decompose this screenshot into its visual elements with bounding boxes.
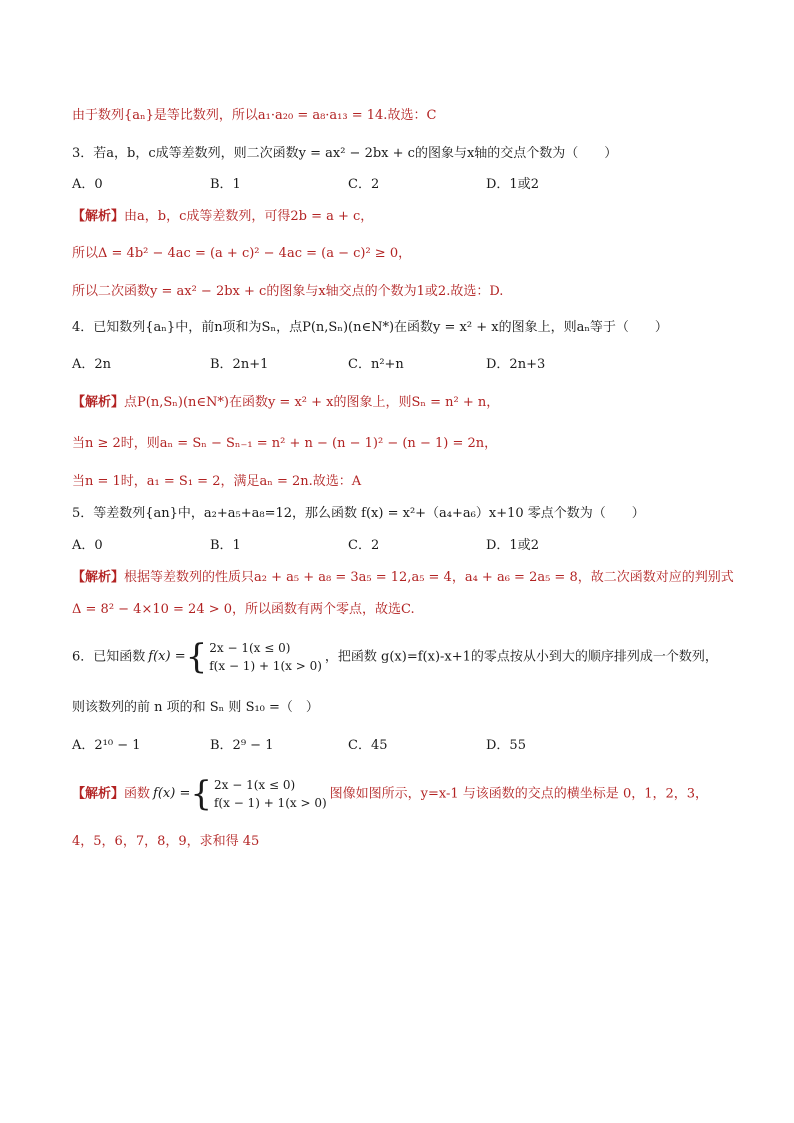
- option-a: A．0: [72, 538, 103, 553]
- question-4-solution-1: [72, 393, 499, 413]
- case-2: f(x − 1) + 1(x > 0): [209, 659, 322, 673]
- option-c: C．2: [348, 538, 380, 553]
- left-brace: {: [185, 637, 208, 677]
- solution-mid: 图像如图所示，: [329, 786, 421, 802]
- question-5-options: [72, 536, 772, 556]
- solution-tag: 【解析】: [72, 570, 125, 585]
- question-4-solution-2: 当n ≥ 2时，则aₙ = Sₙ − Sₙ₋₁ = n² + n − (n − 1)² − (n − 1) = 2n，: [72, 436, 498, 451]
- option-b: B．2n+1: [210, 357, 269, 372]
- option-b: B．1: [210, 177, 241, 192]
- option-b: B．2⁹ − 1: [210, 738, 274, 753]
- left-brace: {: [190, 774, 212, 814]
- solution-text: 根据等差数列的性质只a₂ + a₅ + a₈ = 3a₅ = 12,a₅ = 4，a₄ + a₆ = 2a₅ = 8，故二次函数对应的判别式: [124, 570, 734, 585]
- question-4-options: [72, 355, 772, 375]
- option-a: A．2¹⁰ − 1: [72, 738, 141, 753]
- solution-prefix: 函数: [124, 786, 151, 802]
- question-5-stem: 5．等差数列{an}中，a₂+a₅+a₈=12，那么函数 f(x) = x²+（a₄+a₆）x+10 零点个数为（ ）: [72, 506, 645, 521]
- solution-text: 点P(n,Sₙ)(n∈N*)在函数y = x² + x的图象上，则Sₙ = n² + n，: [124, 395, 500, 410]
- question-3-solution-2: 所以Δ = 4b² − 4ac = (a + c)² − 4ac = (a − c)² ≥ 0，: [72, 246, 412, 261]
- question-3-stem: 3．若a，b，c成等差数列，则二次函数y = ax² − 2bx + c的图象与x轴的交点个数为（ ）: [72, 146, 618, 161]
- option-a: A．2n: [72, 357, 112, 372]
- option-c: C．2: [348, 177, 380, 192]
- question-3-solution-3: 所以二次函数y = ax² − 2bx + c的图象与x轴交点的个数为1或2.故选：D.: [72, 284, 504, 299]
- solution-red-text: y=x-1 与该函数的交点的横坐标是 0，1，2，3，: [420, 786, 709, 802]
- question-3-solution-1: [72, 207, 373, 227]
- cases: [209, 639, 322, 675]
- question-6-solution-1: [72, 774, 708, 815]
- option-d: D．1或2: [486, 177, 539, 192]
- question-4-stem: 4．已知数列{aₙ}中，前n项和为Sₙ，点P(n,Sₙ)(n∈N*)在函数y = x² + x的图象上，则aₙ等于（ ）: [72, 320, 668, 335]
- option-d: D．1或2: [486, 538, 539, 553]
- cases: [214, 776, 327, 812]
- option-c: C．45: [348, 738, 388, 753]
- question-6-options: [72, 736, 772, 756]
- solution-tag: 【解析】: [72, 209, 125, 224]
- function-name: f(x) =: [148, 649, 186, 664]
- question-6-solution-2: 4，5，6，7，8，9，求和得 45: [72, 834, 260, 849]
- stem-suffix: ，把函数 g(x)=f(x)-x+1的零点按从小到大的顺序排列成一个数列，: [324, 649, 718, 665]
- option-d: D．55: [486, 738, 526, 753]
- case-2: f(x − 1) + 1(x > 0): [213, 796, 327, 810]
- question-6-stem: [72, 637, 718, 678]
- option-a: A．0: [72, 177, 103, 192]
- previous-answer-line: 由于数列{aₙ}是等比数列，所以a₁·a₂₀ = a₈·a₁₃ = 14.故选：C: [72, 108, 437, 123]
- case-1: 2x − 1(x ≤ 0): [213, 778, 296, 792]
- piecewise-function: [148, 637, 322, 677]
- function-name: f(x) =: [153, 786, 191, 801]
- case-1: 2x − 1(x ≤ 0): [209, 641, 291, 655]
- solution-tag: 【解析】: [72, 395, 125, 410]
- option-b: B．1: [210, 538, 241, 553]
- piecewise-function: [153, 774, 327, 814]
- question-6-stem-line-2: 则该数列的前 n 项的和 Sₙ 则 S₁₀ =（ ）: [72, 700, 319, 715]
- stem-prefix: 6．已知函数: [72, 649, 146, 665]
- option-c: C．n²+n: [348, 357, 404, 372]
- option-d: D．2n+3: [486, 357, 546, 372]
- question-5-solution-1: [72, 568, 734, 588]
- question-3-options: [72, 175, 772, 195]
- question-4-solution-3: 当n = 1时，a₁ = S₁ = 2，满足aₙ = 2n.故选：A: [72, 474, 362, 489]
- question-5-solution-2: Δ = 8² − 4×10 = 24 > 0，所以函数有两个零点，故选C.: [72, 602, 415, 617]
- solution-text: 由a，b，c成等差数列，可得2b = a + c，: [124, 209, 374, 224]
- solution-tag: 【解析】: [72, 786, 125, 802]
